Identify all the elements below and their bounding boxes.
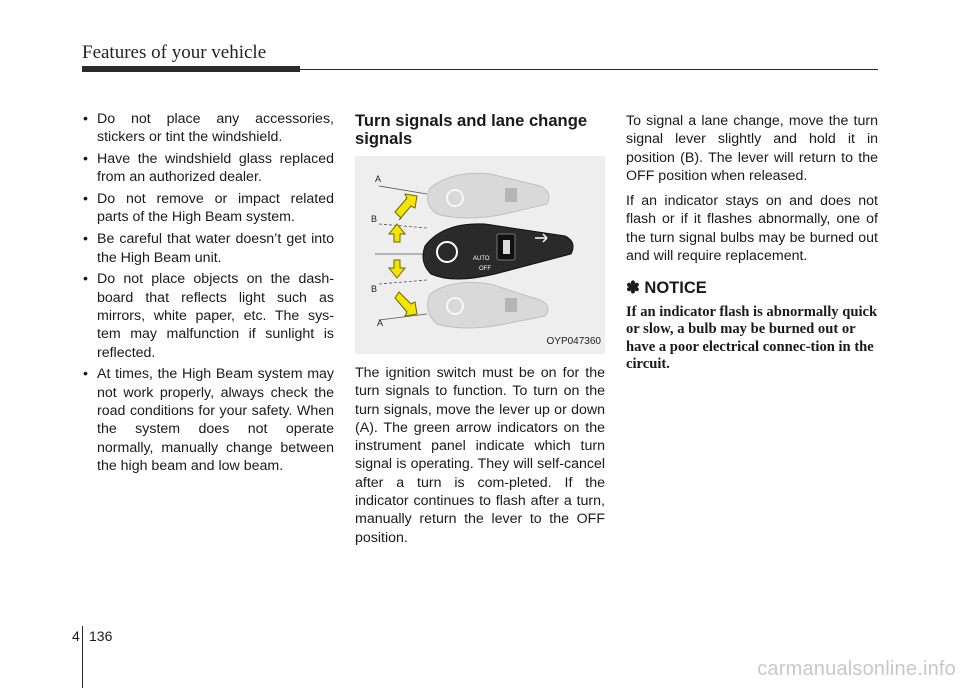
- list-item: • At times, the High Beam system may not work properly, always check the road conditions for your safety. When the system does not operate normally, manually change between the high beam and low beam.: [82, 365, 334, 475]
- left-column: [82, 110, 334, 479]
- list-item: • Be careful that water doesn’t get into the High Beam unit.: [82, 230, 334, 267]
- arrow-a-up-icon: [395, 194, 417, 220]
- middle-column: [355, 112, 605, 554]
- list-item: • Do not place any accessories, stickers or tint the windshield.: [82, 110, 334, 147]
- list-item: • Do not remove or impact related parts of the High Beam system.: [82, 190, 334, 227]
- arrow-a-down-icon: [395, 292, 417, 316]
- watermark: carmanualsonline.info: [757, 658, 956, 680]
- arrow-b-down-icon: [389, 260, 405, 278]
- footer-divider: [82, 626, 83, 688]
- turn-signal-paragraph: The ignition switch must be on for the turn signals to function. To turn on the turn signals, move the lever up or down (A). The green arrow indicators on the instrument panel indicate which turn signal is operating. They will self-cancel after a turn is com-pleted. If the indicator continues to flash after a turn, manually return the lever to the OFF position.: [355, 365, 605, 546]
- indicator-paragraph: If an indicator stays on and does not flash or if it flashes abnormally, one of the turn signal bulbs may be burned out and will require replacement.: [626, 193, 878, 265]
- section-title: Features of your vehicle: [82, 42, 267, 63]
- arrow-b-up-icon: [389, 224, 405, 242]
- page-number: 136: [89, 628, 113, 644]
- turn-signal-lever-figure: [355, 156, 605, 354]
- lever-illustration: [355, 156, 605, 354]
- label-a-bottom: A: [377, 318, 384, 328]
- lever-off-text: OFF: [479, 266, 491, 272]
- label-b-top: B: [371, 214, 378, 224]
- header-rule: [300, 69, 878, 70]
- lever-ghost-lower: [428, 282, 548, 328]
- lever-ghost-upper: [428, 173, 549, 218]
- right-column: [626, 112, 878, 374]
- notice-body: If an indicator flash is abnormally quick or slow, a bulb may be burned out or have a poor electrical connec-tion in the circuit.: [626, 303, 878, 373]
- chapter-number: 4: [72, 628, 80, 644]
- lever-auto-text: AUTO: [473, 256, 490, 262]
- list-item: • Do not place objects on the dash-board that reflects light such as mirrors, white paper, etc. The sys-tem may malfunction if sunlight is reflected.: [82, 270, 334, 361]
- lever-main: [423, 224, 573, 279]
- turn-signals-heading: Turn signals and lane change signals: [355, 111, 588, 148]
- label-a-top: A: [375, 174, 382, 184]
- header-bar: [82, 66, 300, 72]
- figure-code: OYP047360: [546, 335, 601, 347]
- list-item: • Have the windshield glass replaced from an authorized dealer.: [82, 150, 334, 187]
- label-b-bottom: B: [371, 284, 378, 294]
- caution-list: [82, 110, 334, 475]
- lane-change-paragraph: To signal a lane change, move the turn signal lever slightly and hold it in position (B). The lever will return to the OFF position when released.: [626, 113, 878, 184]
- notice-heading: ✽ NOTICE: [626, 279, 707, 298]
